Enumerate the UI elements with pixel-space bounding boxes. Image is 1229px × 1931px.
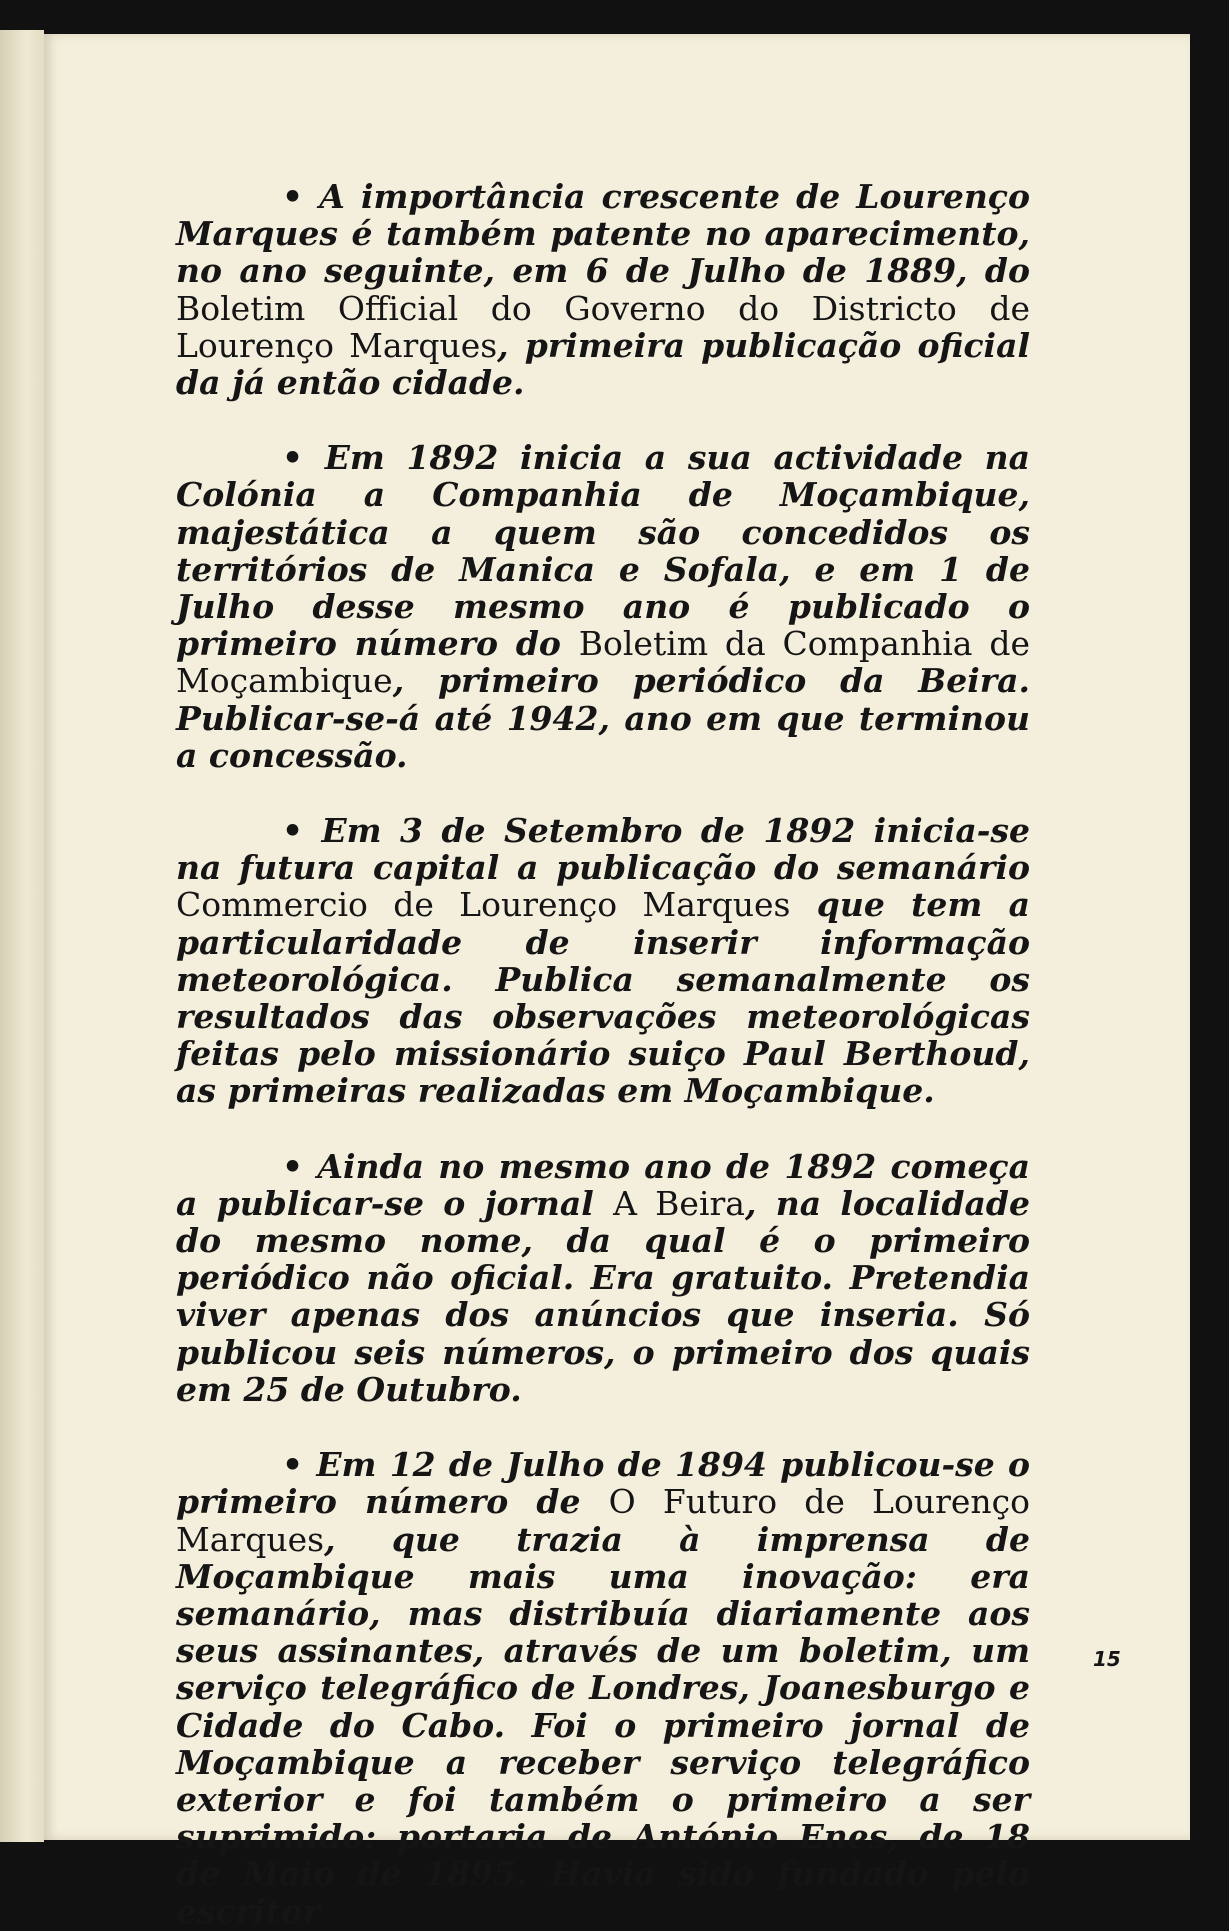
page-number: 15: [1093, 1647, 1121, 1671]
paragraph-4-text-b: , na localidade do mesmo nome, da qual é o primeiro periódico não oficial. Era gratuito. Pretendia viver apenas dos anúncios que inseria. Só publicou seis números, o primeiro dos quais em 25 de Outubro.: [176, 1183, 1030, 1409]
paragraph-3-title: Commercio de Lourenço Marques: [176, 885, 791, 925]
paragraph-3-text-a: • Em 3 de Setembro de 1892 inicia-se na futura capital a publicação do semanário: [176, 811, 1030, 888]
paragraph-5-title: O Futuro de Lourenço Marques: [176, 1482, 1030, 1559]
paragraph-3-text-b: que tem a particularidade de inserir informação meteorológica. Publica semanalmente os resultados das observações meteorológicas feitas pelo missionário suiço Paul Berthoud, as primeiras realizadas em Moçambique.: [176, 885, 1030, 1111]
paragraph-1-text-a: • A importância crescente de Lourenço Marques é também patente no aparecimento, no ano seguinte, em 6 de Julho de 1889, do: [176, 177, 1030, 291]
page-body: [176, 178, 1030, 1930]
paragraph-1: [176, 178, 1030, 401]
paragraph-5-text-a: • Em 12 de Julho de 1894 publicou-se o primeiro número de: [176, 1445, 1030, 1522]
paragraph-3: [176, 812, 1030, 1110]
paragraph-1-title: Boletim Official do Governo do Districto de Lourenço Marques: [176, 288, 1030, 365]
paragraph-5: [176, 1446, 1030, 1930]
book-spine-edge: [0, 30, 44, 1842]
paragraph-2: [176, 439, 1030, 774]
paragraph-4: [176, 1148, 1030, 1408]
paragraph-1-text-b: , primeira publicação oficial da já então cidade.: [176, 325, 1031, 403]
paragraph-4-title: A Beira: [613, 1183, 745, 1223]
paragraph-4-text-a: • Ainda no mesmo ano de 1892 começa a publicar-se o jornal: [176, 1146, 1030, 1223]
paragraph-2-title: Boletim da Companhia de Moçambique: [176, 624, 1030, 701]
paragraph-2-text-b: , primeiro periódico da Beira. Publicar-se-á até 1942, ano em que terminou a concessão.: [176, 661, 1030, 775]
paragraph-2-text-a: • Em 1892 inicia a sua actividade na Colónia a Companhia de Moçambique, majestática a quem são concedidos os territórios de Manica e Sofala, e em 1 de Julho desse mesmo ano é publicado o primeiro número do: [176, 438, 1030, 664]
paragraph-5-text-b: , que trazia à imprensa de Moçambique mais uma inovação: era semanário, mas distribuía diariamente aos seus assinantes, através de um boletim, um serviço telegráfico de Londres, Joanesburgo e Cidade do Cabo. Foi o primeiro jornal de Moçambique a receber serviço telegráfico exterior e foi também o primeiro a ser suprimido: portaria de António Enes, de 18 de Maio de 1895. Havia sido fundado pelo escritor: [176, 1519, 1030, 1931]
